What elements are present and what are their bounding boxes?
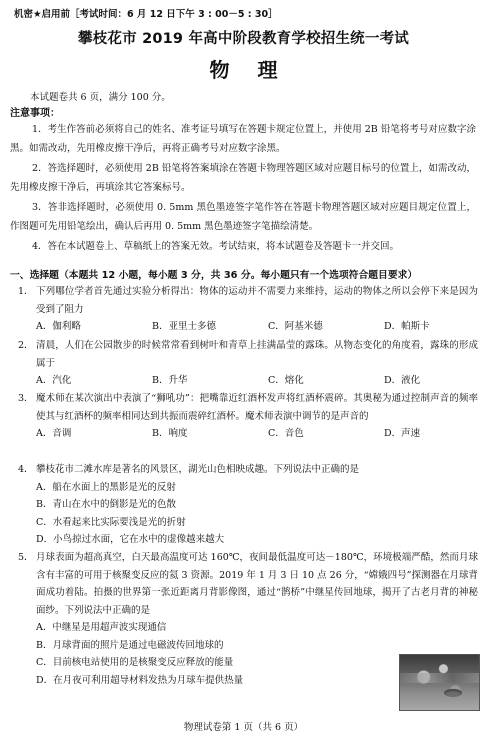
- option-c: C．音色: [268, 428, 304, 439]
- question-4: [10, 461, 478, 549]
- moon-ridge: [400, 673, 479, 683]
- notice-item: 2．答选择题时，必须使用 2B 铅笔将答案填涂在答题卡物理答题区域对应题目标号的位置上，如需改动，先用橡皮擦干净后，再填涂其它答案标号。: [10, 163, 476, 193]
- option-b: B．升华: [152, 375, 188, 386]
- option-b: B．青山在水中的倒影是光的色散: [36, 499, 176, 510]
- subject-title: 物理: [209, 58, 306, 82]
- question-2: [10, 337, 478, 390]
- question-stem: 月球表面为超高真空，白天最高温度可达 160℃，夜间最低温度可达－180℃，环境极端严酷，然而月球含有丰富的可用于核聚变反应的氦 3 资源。2019 年 1 月 3 日 10 点 26 分，“嫦娥四号”探测器在月球背面成功着陆。拍摄的世界第一张近距离月背影像图，通过“鹊桥”中继星传回地球，揭开了古老月背的神秘面纱。下列说法中正确的是: [36, 552, 478, 616]
- page-footer: 物理试卷第 1 页（共 6 页）: [183, 722, 304, 733]
- option-d: D．声速: [384, 428, 421, 439]
- intro-text: 本试题卷共 6 页，满分 100 分。: [30, 92, 171, 103]
- option-row: [36, 372, 478, 390]
- question-stem: 清晨，人们在公园散步的时候常常看到树叶和青草上挂满晶莹的露珠。从物态变化的角度看，露珠的形成属于: [36, 340, 478, 369]
- notice-item: 1．考生作答前必须将自己的姓名、准考证号填写在答题卡规定位置上，并使用 2B 铅笔将考号对应数字涂黑。如需改动，先用橡皮擦干净后，再将正确考号对应数字涂黑。: [10, 124, 476, 154]
- option-a: A．汽化: [36, 375, 72, 386]
- question-number: 5．: [18, 552, 34, 563]
- question-number: 4．: [18, 464, 34, 475]
- option-b: B．月球背面的照片是通过电磁波传回地球的: [36, 639, 224, 651]
- question-stem: 魔术师在某次演出中表演了“狮吼功”：把嘴靠近红酒杯发声将红酒杯震碎。其奥秘为通过控制声音的频率使其与红酒杯的频率相同达到共振而震碎红酒杯。魔术师表演中调节的是声音的: [36, 393, 478, 422]
- option-c: C．目前核电站使用的是核聚变反应释放的能量: [36, 657, 234, 668]
- option-row: [36, 425, 478, 443]
- question-number: 2．: [18, 340, 34, 351]
- moon-surface-photo: [399, 654, 480, 711]
- option-row: [36, 318, 478, 336]
- moon-crater: [444, 689, 462, 697]
- question-stem: 下列哪位学者首先通过实验分析得出：物体的运动并不需要力来维持，运动的物体之所以会停下来是因为受到了阻力: [36, 286, 478, 315]
- question-3: [10, 390, 478, 443]
- option-c: C．水看起来比实际要浅是光的折射: [36, 516, 186, 528]
- question-1: [10, 283, 478, 336]
- notice-item: 4．答在本试题卷上、草稿纸上的答案无效。考试结束，将本试题卷及答题卡一并交回。: [32, 241, 400, 252]
- option-a: A．船在水面上的黑影是光的反射: [36, 481, 176, 493]
- option-a: A．中继星是用超声波实现通信: [36, 622, 167, 633]
- option-c: C．熔化: [268, 375, 304, 386]
- option-c: C．阿基米德: [268, 321, 323, 332]
- secret-note: 机密★启用前［考试时间：6 月 12 日下午 3 : 00－5 : 30］: [14, 9, 278, 20]
- option-d: D．小鸟掠过水面，它在水中的虚像越来越大: [36, 534, 225, 545]
- question-number: 3．: [18, 393, 34, 404]
- notice-heading: 注意事项：: [10, 108, 60, 119]
- option-a: A．伽利略: [36, 321, 81, 332]
- question-number: 1．: [18, 286, 34, 297]
- exam-title: 攀枝花市 2019 年高中阶段教育学校招生统一考试: [78, 31, 409, 47]
- option-d: D．帕斯卡: [384, 321, 430, 332]
- option-a: A．音调: [36, 428, 72, 439]
- section-heading: 一、选择题（本题共 12 小题，每小题 3 分，共 36 分。每小题只有一个选项符合题目要求）: [10, 270, 418, 281]
- option-d: D．在月夜可利用超导材料发热为月球车提供热量: [36, 674, 244, 686]
- option-b: B．亚里士多德: [152, 321, 216, 332]
- notice-item: 3．答非选择题时，必须使用 0. 5mm 黑色墨迹签字笔作答在答题卡物理答题区域对应题目规定位置上，作图题可先用铅笔绘出，确认后再用 0. 5mm 黑色墨迹签字笔描绘清楚。: [10, 202, 476, 232]
- option-d: D．液化: [384, 375, 421, 386]
- question-stem: 攀枝花市二滩水库是著名的风景区，湖光山色相映成趣。下列说法中正确的是: [36, 464, 360, 475]
- option-b: B．响度: [152, 428, 188, 439]
